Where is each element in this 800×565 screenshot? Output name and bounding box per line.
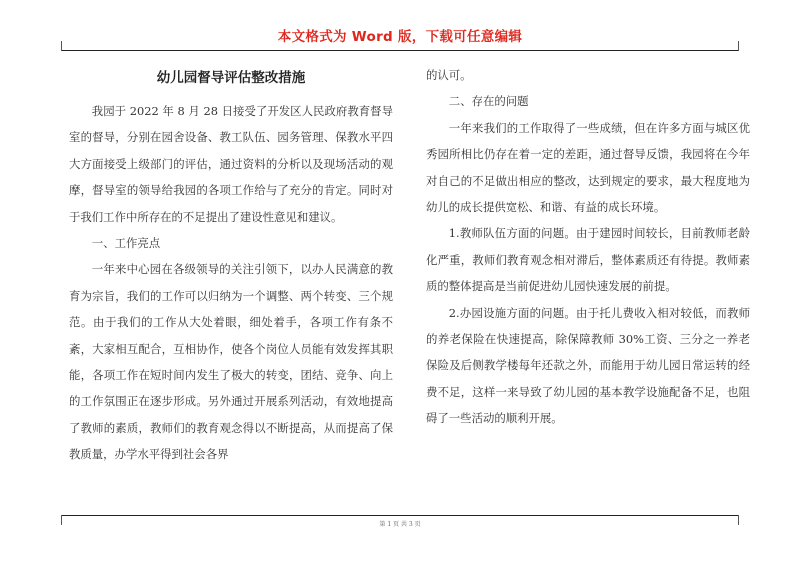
section-heading-problems: 二、存在的问题 [448, 94, 529, 109]
corner-mark-top-right [738, 41, 739, 51]
left-column [69, 98, 393, 468]
bottom-rule [62, 515, 738, 516]
problems-paragraph: 一年来我们的工作取得了一些成绩，但在许多方面与城区优秀园所相比仍存在着一定的差距，通过督导反馈，我园将在今年对自己的不足做出相应的整改，达到规定的要求，最大程度地为幼儿的成长提供宽松、和谐、有益的成长环境。 [426, 120, 750, 215]
intro-paragraph: 我园于 2022 年 8 月 28 日接受了开发区人民政府教育督导室的督导，分别在园舍设备、教工队伍、园务管理、保教水平四大方面接受上级部门的评估，通过资料的分析以及现场活动的观摩，督导室的领导给我园的各项工作给与了充分的肯定。同时对于我们工作中所存在的不足提出了建设性意见和建议。 [69, 104, 393, 224]
word-format-banner: 本文格式为 Word 版，下载可任意编辑 [277, 29, 523, 45]
problem-item-facilities: 2.办园设施方面的问题。由于托儿费收入相对较低，而教师的养老保险在快速提高，除保障教师 30%工资、三分之一养老保险及后侧教学楼每年还款之外，而能用于幼儿园日常运转的经费不足，这样一来导致了幼儿园的基本教学设施配备不足，也阻碍了一些活动的顺利开展。 [426, 305, 750, 426]
document-title: 幼儿园督导评估整改措施 [156, 70, 306, 86]
section-heading-highlights: 一、工作亮点 [91, 236, 161, 251]
continued-text: 的认可。 [426, 68, 472, 82]
top-rule [62, 50, 738, 51]
highlights-paragraph: 一年来中心园在各级领导的关注引领下，以办人民满意的教育为宗旨，我们的工作可以归纳为一个调整、两个转变、三个规范。由于我们的工作从大处着眼，细处着手，各项工作有条不紊，大家相互配合，互相协作，使各个岗位人员能有效发挥其职能，各项工作在短时间内发生了极大的转变，团结、竞争、向上的工作氛围正在逐步形成。另外通过开展系列活动，有效地提高了教师的素质，教师们的教育观念得以不断提高，从而提高了保教质量，办学水平得到社会各界 [69, 262, 393, 462]
page-number: 第 1 页 共 3 页 [379, 521, 421, 528]
problem-item-teachers: 1.教师队伍方面的问题。由于建园时间较长，目前教师老龄化严重，教师们教育观念相对滞后，整体素质还有待提。教师素质的整体提高是当前促进幼儿园快速发展的前提。 [426, 226, 750, 294]
right-column [426, 62, 750, 432]
